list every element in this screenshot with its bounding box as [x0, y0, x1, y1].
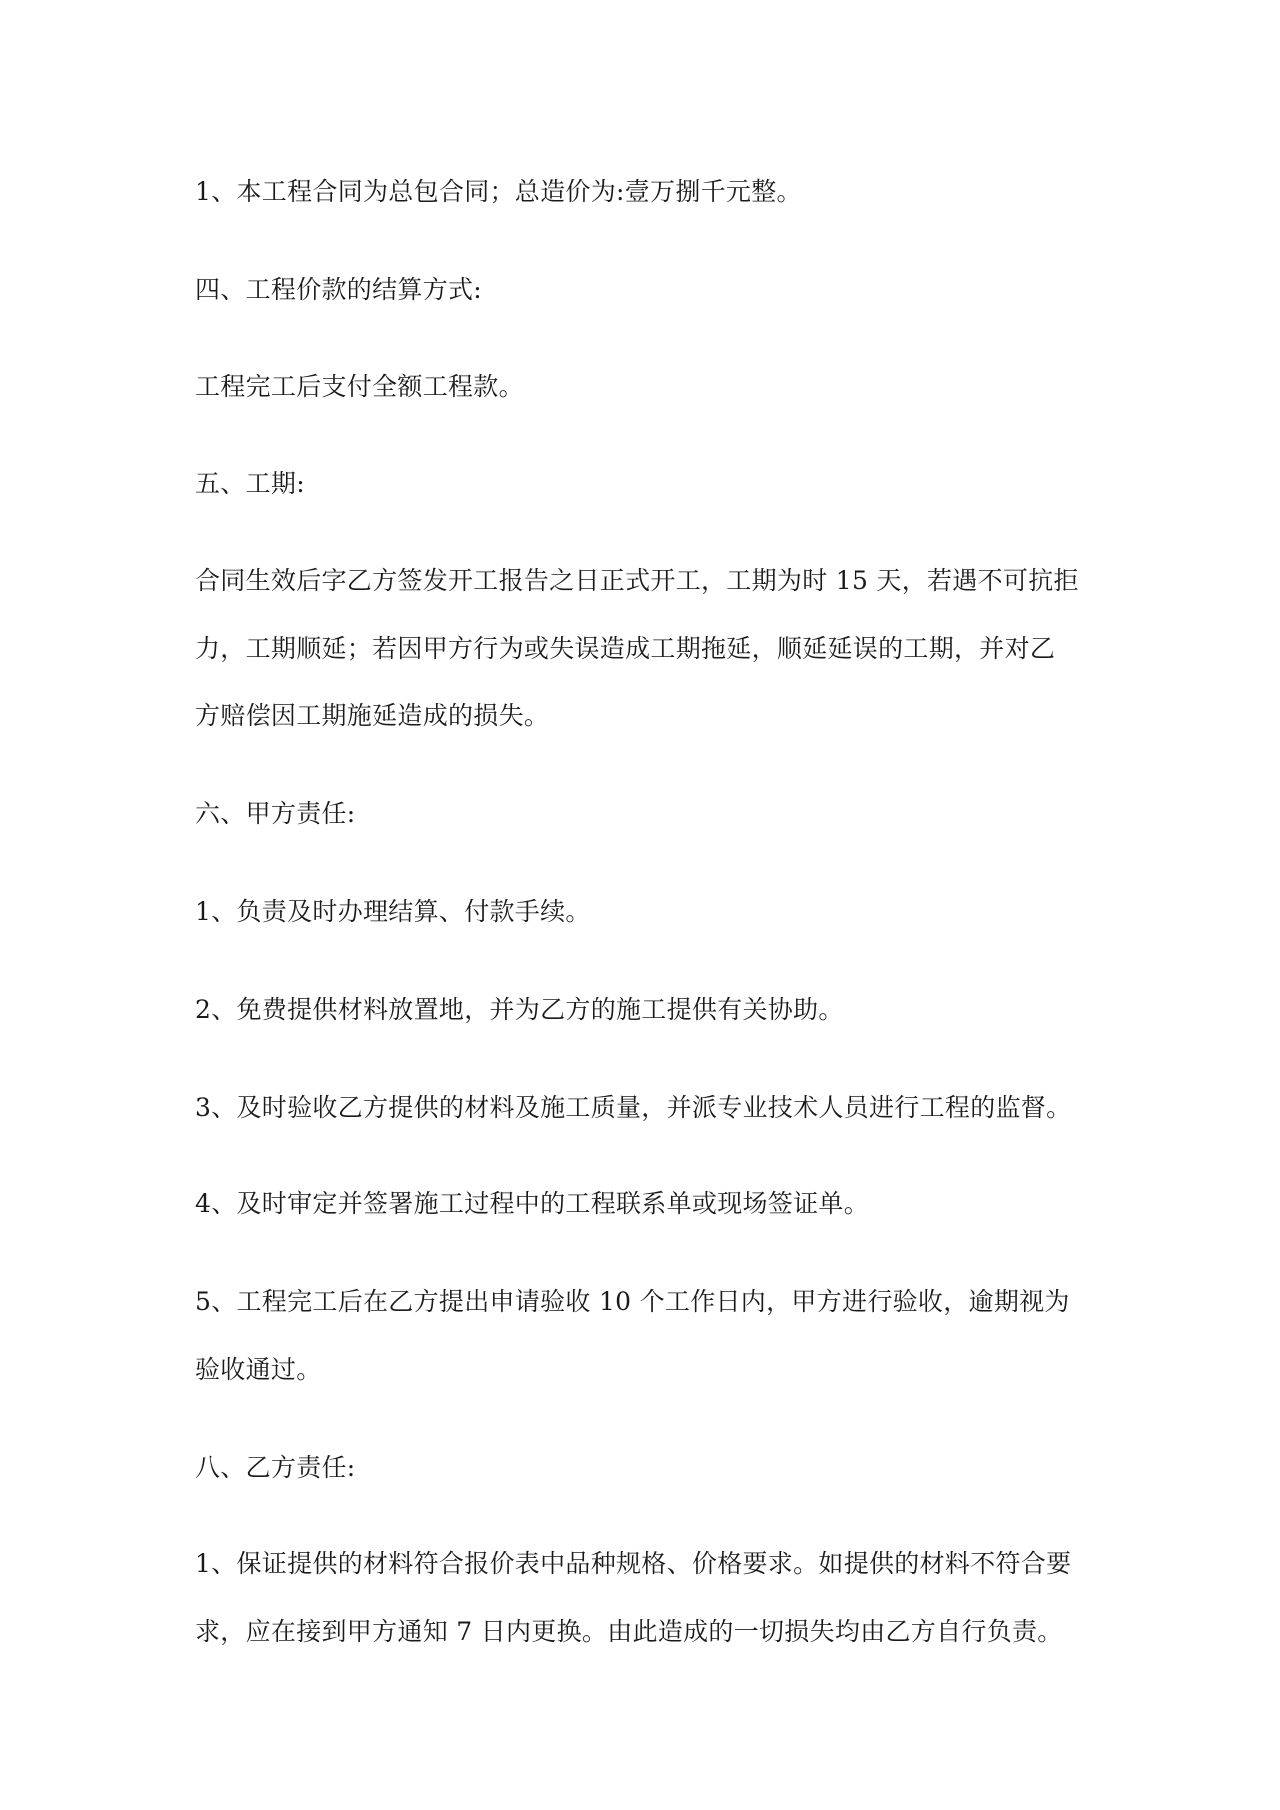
party-a-duty-5-line-2: 验收通过。: [195, 1355, 322, 1384]
party-b-duty-1-line-1: 1、保证提供的材料符合报价表中品种规格、价格要求。如提供的材料不符合要: [195, 1549, 1072, 1578]
section-5-body-line-3: 方赔偿因工期施延造成的损失。: [195, 701, 550, 730]
party-a-duty-2: 2、免费提供材料放置地，并为乙方的施工提供有关协助。: [195, 995, 844, 1024]
section-5-heading: 五、工期:: [195, 469, 305, 498]
section-5-body-line-1: 合同生效后字乙方签发开工报告之日正式开工，工期为时 15 天，若遇不可抗拒: [195, 566, 1079, 595]
party-a-duty-4: 4、及时审定并签署施工过程中的工程联系单或现场签证单。: [195, 1189, 870, 1218]
party-a-duty-1: 1、负责及时办理结算、付款手续。: [195, 897, 591, 926]
section-6-heading: 六、甲方责任:: [195, 799, 356, 828]
price-clause: 1、本工程合同为总包合同；总造价为:壹万捌千元整。: [195, 177, 802, 206]
section-4-heading: 四、工程价款的结算方式:: [195, 275, 483, 304]
party-a-duty-5-line-1: 5、工程完工后在乙方提出申请验收 10 个工作日内，甲方进行验收，逾期视为: [195, 1287, 1070, 1316]
section-4-body: 工程完工后支付全额工程款。: [195, 372, 524, 401]
party-b-duty-1-line-2: 求，应在接到甲方通知 7 日内更换。由此造成的一切损失均由乙方自行负责。: [195, 1617, 1063, 1646]
section-8-heading: 八、乙方责任:: [195, 1453, 356, 1482]
party-a-duty-3: 3、及时验收乙方提供的材料及施工质量，并派专业技术人员进行工程的监督。: [195, 1093, 1072, 1122]
section-5-body-line-2: 力，工期顺延；若因甲方行为或失误造成工期拖延，顺延延误的工期，并对乙: [195, 634, 1056, 663]
